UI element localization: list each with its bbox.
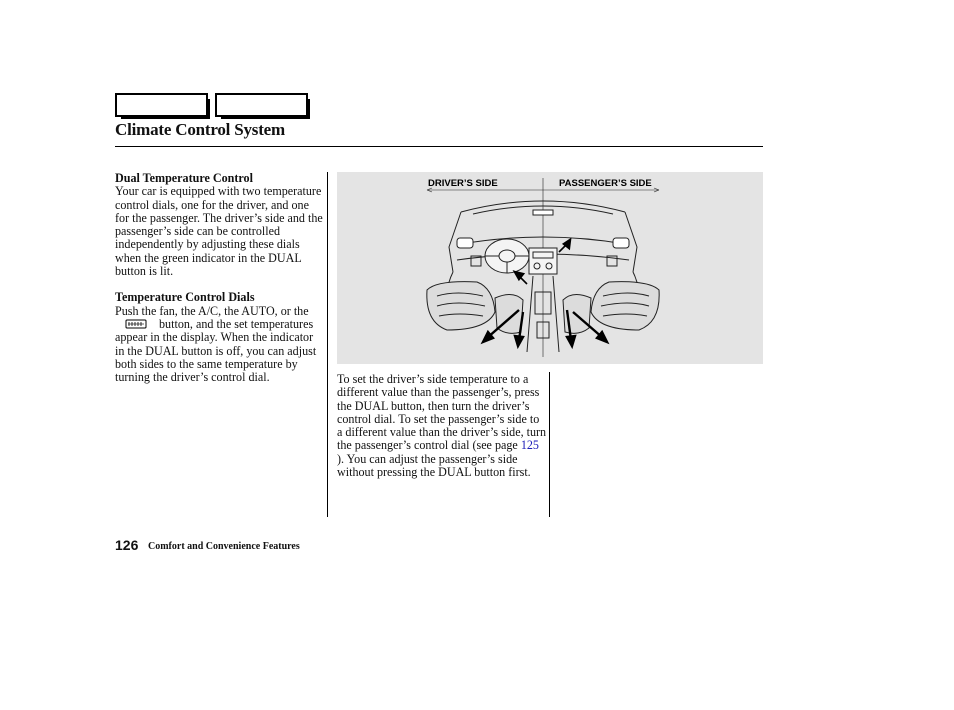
column-divider-left [327,172,328,517]
dials-text-a: Push the fan, the A/C, the AUTO, or the [115,303,309,318]
rear-defrost-icon [125,319,147,329]
section-heading-dials: Temperature Control Dials [115,290,255,305]
passenger-side-label: PASSENGER’S SIDE [559,178,652,189]
dials-text-b: button, and the set temperatures appear in the display. When the indicator in the DUAL button is off, you can adjust both sides to the same temperature by turning the driver’s control dial. [115,316,317,385]
page-reference-link[interactable]: 125 [520,438,539,453]
dual-instructions-text-a: To set the driver’s side temperature to a different value than the passenger’s, press the DUAL button, then turn the driver’s control dial. To set the passenger’s side to a different value than the driver’s side, turn the passenger’s control dial (see page [337,372,547,453]
title-divider [115,146,763,147]
left-column [115,172,325,384]
nav-tab-left[interactable] [115,93,208,117]
cabin-diagram [337,172,763,364]
driver-side-label: DRIVER’S SIDE [428,178,498,189]
dials-description [115,305,325,385]
cabin-illustration [337,172,763,364]
page-title: Climate Control System [115,120,285,139]
nav-tab-right[interactable] [215,93,308,117]
middle-column [337,373,547,479]
page-number: 126 [115,537,139,553]
dual-instructions [337,373,547,479]
dual-instructions-text-b: ). You can adjust the passenger’s side without pressing the DUAL button first. [337,451,531,480]
dual-description: Your car is equipped with two temperature control dials, one for the driver, and one for the passenger. The driver’s side and the passenger’s side can be controlled independently by adjusting these dials when the green indicator in the DUAL button is lit. [115,184,323,279]
column-divider-right [549,372,550,517]
section-heading-dual: Dual Temperature Control [115,171,253,185]
section-footer: Comfort and Convenience Features [148,541,300,552]
